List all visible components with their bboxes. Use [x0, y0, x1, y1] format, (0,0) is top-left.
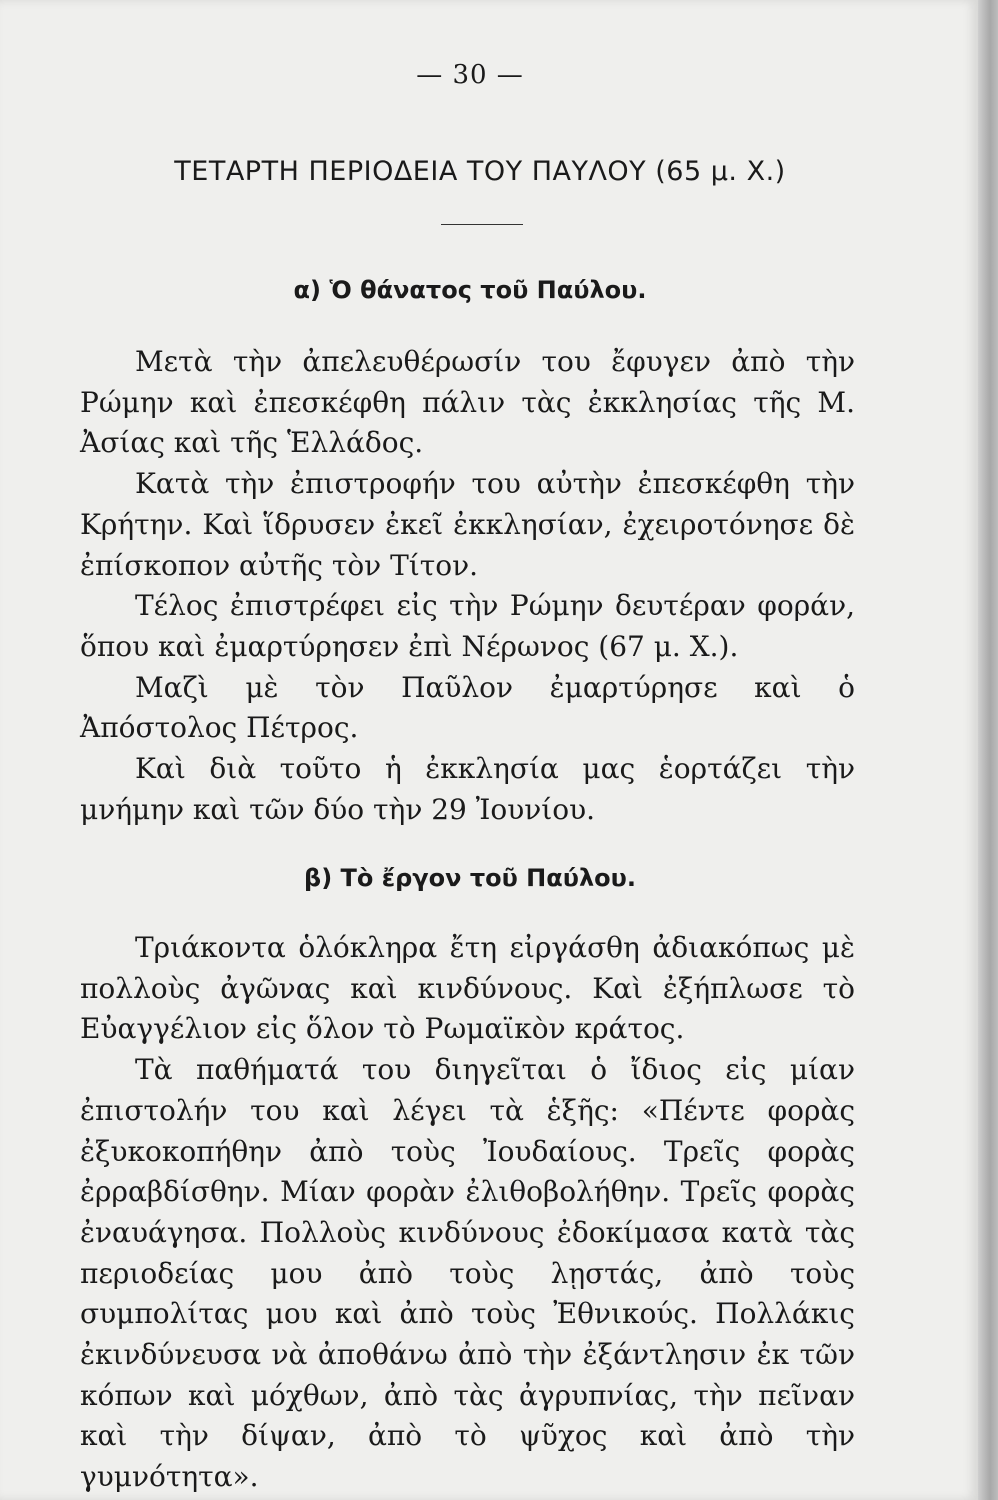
paragraph: Τέλος ἐπιστρέφει εἰς τὴν Ρώμην δευτέραν φοράν, ὅπου καὶ ἐμαρτύρησεν ἐπὶ Νέρωνος (67 μ. Χ.). [80, 589, 855, 663]
title-divider [441, 224, 523, 225]
subheading-work-of-paul: β) Τὸ ἔργον τοῦ Παύλου. [304, 864, 636, 892]
paragraph: Τὰ παθήματά του διηγεῖται ὁ ἴδιος εἰς μίαν ἐπιστολήν του καὶ λέγει τὰ ἑξῆς: «Πέντε φορὰς ἐξυκοκοπήθην ἀπὸ τοὺς Ἰουδαίους. Τρεῖς φορὰς ἐρραβδίσθην. Μίαν φορὰν ἐλιθοβολήθην. Τρεῖς φορὰς ἐναυάγησα. Πολλοὺς κινδύνους ἐδοκίμασα κατὰ τὰς περιοδείας μου ἀπὸ τοὺς λῃστάς, ἀπὸ τοὺς συμπολίτας μου καὶ ἀπὸ τοὺς Ἐθνικούς. Πολλάκις ἐκινδύνευσα νὰ ἀποθάνω ἀπὸ τὴν ἐξάντλησιν ἐκ τῶν κόπων καὶ μόχθων, ἀπὸ τὰς ἀγρυπνίας, τὴν πεῖναν καὶ τὴν δίψαν, ἀπὸ τὸ ψῦχος καὶ ἀπὸ τὴν γυμνότητα». [80, 1053, 855, 1494]
section-death-of-paul [80, 342, 855, 830]
paragraph: Καὶ διὰ τοῦτο ἡ ἐκκλησία μας ἑορτάζει τὴν μνήμην καὶ τῶν δύο τὴν 29 Ἰουνίου. [80, 752, 855, 826]
page-edge [978, 0, 998, 1500]
section-work-of-paul [80, 928, 855, 1498]
paragraph: Μετὰ τὴν ἀπελευθέρωσίν του ἔφυγεν ἀπὸ τὴν Ρώμην καὶ ἐπεσκέφθη πάλιν τὰς ἐκκλησίας τῆς Μ. Ἀσίας καὶ τῆς Ἑλλάδος. [80, 345, 855, 460]
section-title: ΤΕΤΑΡΤΗ ΠΕΡΙΟΔΕΙΑ ΤΟΥ ΠΑΥΛΟΥ (65 μ. Χ.) [174, 156, 786, 187]
paragraph: Μαζὶ μὲ τὸν Παῦλον ἐμαρτύρησε καὶ ὁ Ἀπόστολος Πέτρος. [80, 670, 855, 745]
subheading-death-of-paul: α) Ὁ θάνατος τοῦ Παύλου. [293, 276, 647, 304]
page-number: — 30 — [416, 60, 524, 90]
paragraph: Τριάκοντα ὁλόκληρα ἔτη εἰργάσθη ἀδιακόπως μὲ πολλοὺς ἀγῶνας καὶ κινδύνους. Καὶ ἐξήπλωσε τὸ Εὐαγγέλιον εἰς ὅλον τὸ Ρωμαϊκὸν κράτος. [80, 931, 855, 1046]
paragraph: Κατὰ τὴν ἐπιστροφήν του αὐτὴν ἐπεσκέφθη τὴν Κρήτην. Καὶ ἵδρυσεν ἐκεῖ ἐκκλησίαν, ἐχειροτόνησε δὲ ἐπίσκοπον αὐτῆς τὸν Τίτον. [80, 467, 855, 582]
